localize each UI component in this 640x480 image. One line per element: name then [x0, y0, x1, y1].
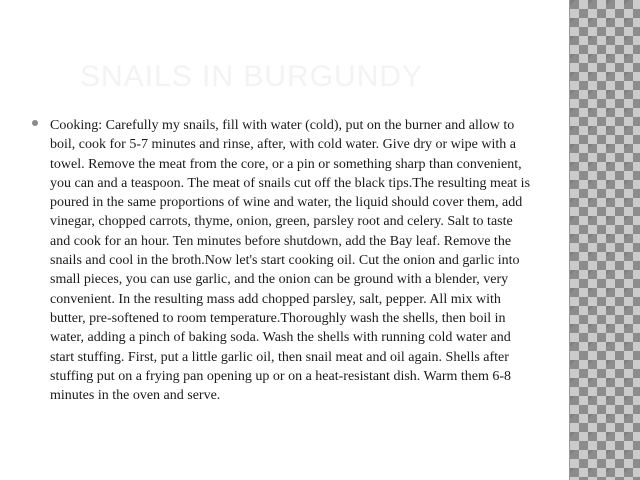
slide-title: SNAILS IN BURGUNDY [80, 60, 424, 93]
decorative-side-pattern [569, 0, 640, 480]
bullet-icon [32, 120, 38, 126]
body-text: Cooking: Carefully my snails, fill with water (cold), put on the burner and allow to boil, cook for 5-7 minutes and rinse, after, with cold water. Give dry or wipe with a towel. Remove the meat from the core, or a pin or something sharp than convenient, you can and a teaspoon. The meat of snails cut off the black tips.The resulting meat is poured in the same proportions of wine and water, the liquid should cover them, add vinegar, chopped carrots, thyme, onion, green, parsley root and celery. Salt to taste and cook for an hour. Ten minutes before shutdown, add the Bay leaf. Remove the snails and cool in the broth.Now let's start cooking oil. Cut the onion and garlic into small pieces, you can use garlic, and the onion can be ground with a blender, very convenient. In the resulting mass add chopped parsley, salt, pepper. All mix with butter, pre-softened to room temperature.Thoroughly wash the shells, then boil in water, adding a pinch of baking soda. Wash the shells with running cold water and start stuffing. First, put a little garlic oil, then snail meat and oil again. Shells after stuffing put on a frying pan opening up or on a heat-resistant dish. Warm them 6-8 minutes in the oven and serve. [50, 118, 531, 404]
body-list [30, 116, 535, 405]
list-item [30, 116, 535, 405]
